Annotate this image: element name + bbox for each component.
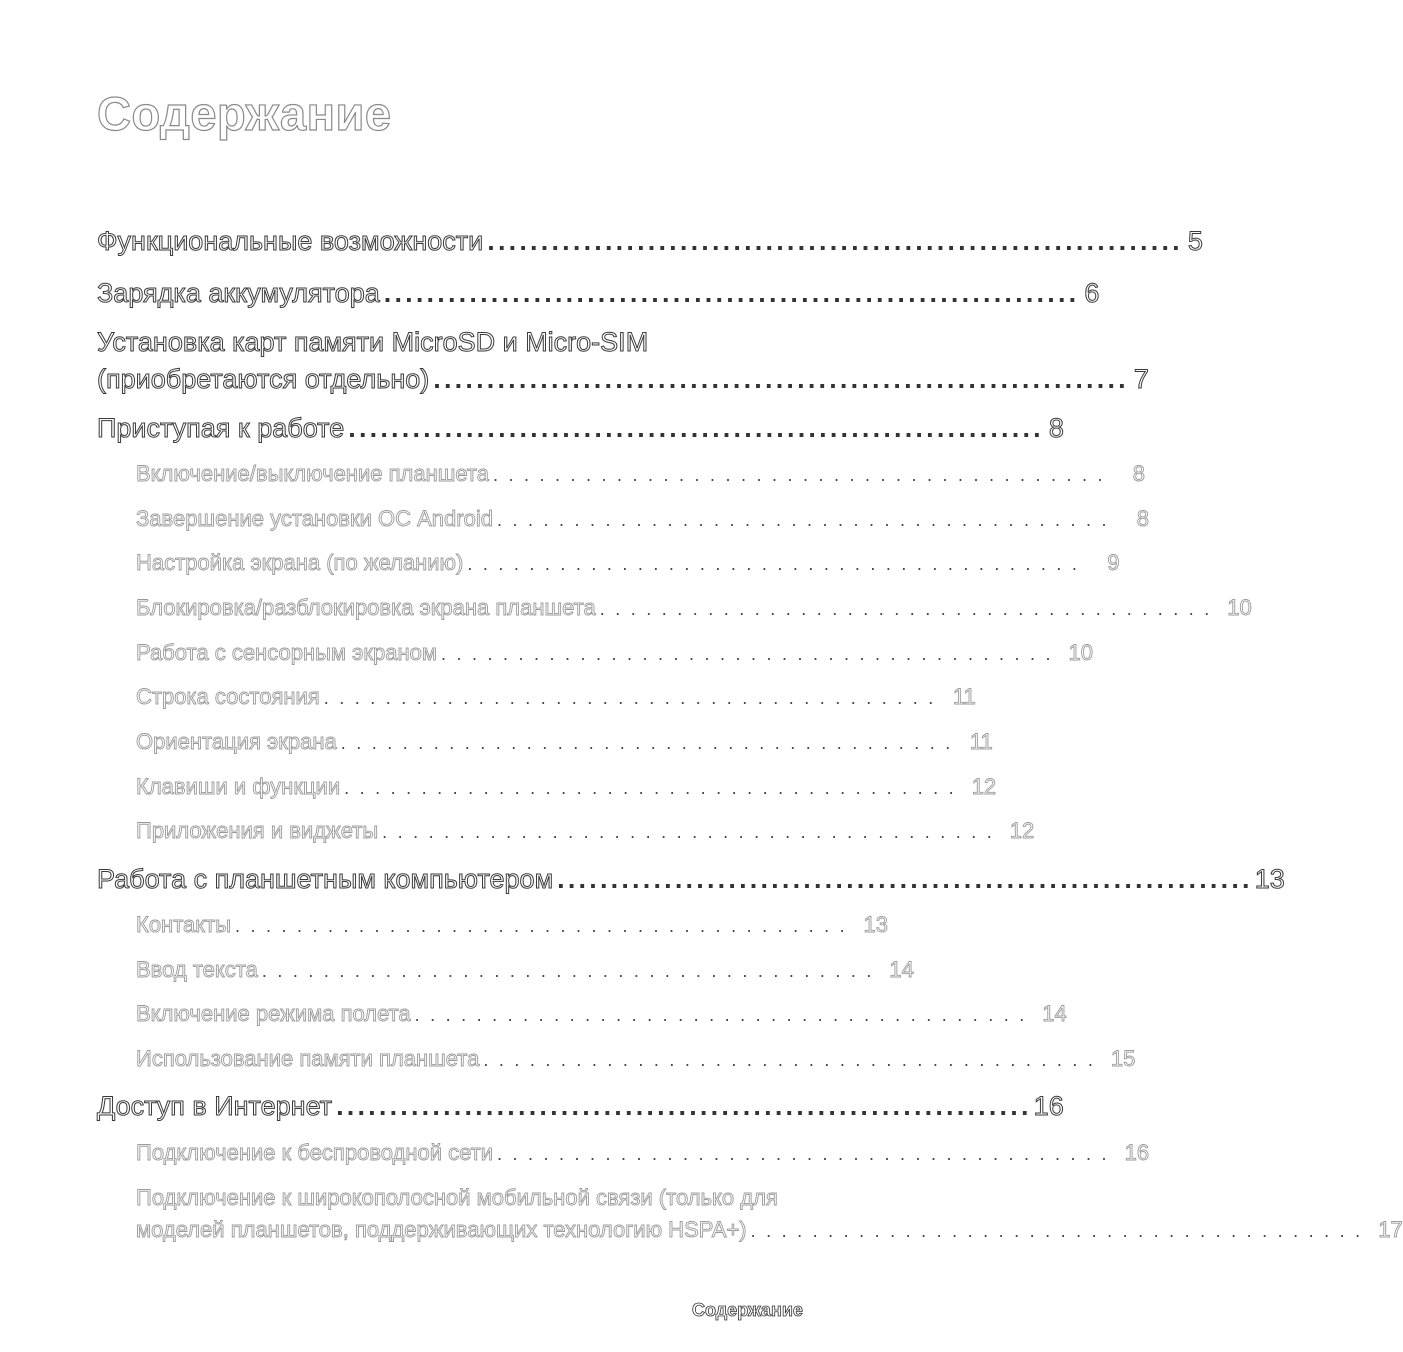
toc-entry-label: Настройка экрана (по желанию) [136,550,464,575]
dot-leader: ........................................ [496,510,1118,530]
toc-entry-page: 16 [1124,1140,1150,1165]
toc-entry-label: Завершение установки ОС Android [136,506,493,531]
toc-subentry[interactable] [136,595,1252,621]
dot-leader: ........................................ [483,1050,1104,1070]
dot-leader: ................................................................. [348,413,1044,443]
dot-leader: ........................................ [599,599,1220,619]
toc-entry-label: Использование памяти планшета [136,1046,480,1071]
toc-entry[interactable] [97,226,1203,257]
toc-entry-label: Функциональные возможности [97,226,484,256]
dot-leader: ........................................ [382,822,1003,842]
dot-leader: ................................................................. [557,864,1253,894]
toc-entry-label: Ввод текста [136,957,258,982]
toc-entry-page: 5 [1187,226,1203,256]
dot-leader: ........................................ [492,465,1113,485]
toc-subentry[interactable] [136,1001,1067,1027]
toc-subentry[interactable] [136,506,1150,532]
toc-entry-page: 14 [889,957,914,982]
dot-leader: ................................................................. [336,1091,1032,1121]
toc-entry-page: 12 [1009,818,1035,843]
toc-entry-label: Зарядка аккумулятора [97,278,380,308]
toc-entry-page: 10 [1068,640,1093,665]
toc-entry-label: Работа с сенсорным экраном [136,640,437,665]
toc-entry-page: 13 [863,912,888,937]
toc-entry-label: Контакты [136,912,232,937]
toc-subentry[interactable] [136,957,914,983]
toc-subentry[interactable] [136,684,976,710]
toc-entry-label-line1: Установка карт памяти MicroSD и Micro-SIM [97,327,649,357]
toc-entry-page: 13 [1254,864,1285,894]
toc-subentry[interactable] [136,550,1120,576]
dot-leader: ........................................ [261,961,882,981]
dot-leader: ................................................................. [433,364,1129,394]
dot-leader: ........................................ [440,644,1061,664]
toc-entry-page: 8 [1132,461,1145,486]
toc-entry-label: Подключение к беспроводной сети [136,1140,494,1165]
toc-entry[interactable] [97,364,1149,395]
toc-entry-page: 14 [1042,1001,1067,1026]
dot-leader: ................................................................. [487,226,1183,256]
toc-subentry[interactable] [136,1217,1403,1243]
page-footer: Содержание [692,1300,803,1320]
toc-entry-label: моделей планшетов, поддерживающих технологию HSPA+) [136,1217,747,1242]
toc-entry[interactable] [97,864,1285,895]
toc-entry-label-line1: Подключение к широкополосной мобильной связи (только для [136,1185,778,1210]
toc-subentry[interactable] [136,640,1093,666]
toc-entry-page: 7 [1133,364,1149,394]
toc-entry-label: Включение режима полета [136,1001,411,1026]
toc-entry-label: Ориентация экрана [136,729,337,754]
dot-leader: ........................................ [497,1144,1118,1164]
toc-subentry[interactable] [136,729,993,755]
dot-leader: ........................................ [235,916,856,936]
toc-entry-label: Строка состояния [136,684,320,709]
toc-subentry[interactable] [136,461,1145,487]
dot-leader: ........................................ [340,733,961,753]
dot-leader: ........................................ [323,688,944,708]
toc-entry-page: 8 [1048,413,1064,443]
toc-entry-page: 10 [1227,595,1252,620]
dot-leader: ........................................ [467,554,1088,574]
toc-entry-label: Приложения и виджеты [136,818,379,843]
toc-entry-page: 9 [1107,550,1120,575]
toc-entry-page: 8 [1136,506,1150,531]
toc-entry-label: Доступ в Интернет [97,1091,333,1121]
toc-entry[interactable] [97,1091,1064,1122]
toc-subentry[interactable] [136,1140,1150,1166]
toc-subentry[interactable] [136,774,997,800]
toc-subentry[interactable] [136,912,888,938]
toc-entry-label: Приступая к работе [97,413,345,443]
dot-leader: ........................................ [344,778,965,798]
toc-entry-page: 12 [971,774,997,799]
dot-leader: ........................................ [414,1005,1035,1025]
toc-entry-page: 6 [1084,278,1100,308]
toc-entry[interactable] [97,413,1064,444]
toc-entry-label: Клавиши и функции [136,774,341,799]
toc-entry[interactable] [97,278,1100,309]
toc-entry-page: 11 [952,684,976,709]
toc-entry-label: Работа с планшетным компьютером [97,864,554,894]
toc-entry-page: 11 [969,729,993,754]
toc-entry-label: Блокировка/разблокировка экрана планшета [136,595,596,620]
toc-entry-label: (приобретаются отдельно) [97,364,430,394]
toc-entry-page: 15 [1110,1046,1136,1071]
dot-leader: ................................................................. [383,278,1080,308]
page-title: Содержание [97,87,392,140]
toc-subentry[interactable] [136,1046,1136,1072]
toc-subentry[interactable] [136,818,1035,844]
toc-entry-label: Включение/выключение планшета [136,461,489,486]
toc-entry-page: 17 [1378,1217,1403,1242]
toc-entry-page: 16 [1033,1091,1064,1121]
dot-leader: ........................................ [750,1221,1371,1241]
